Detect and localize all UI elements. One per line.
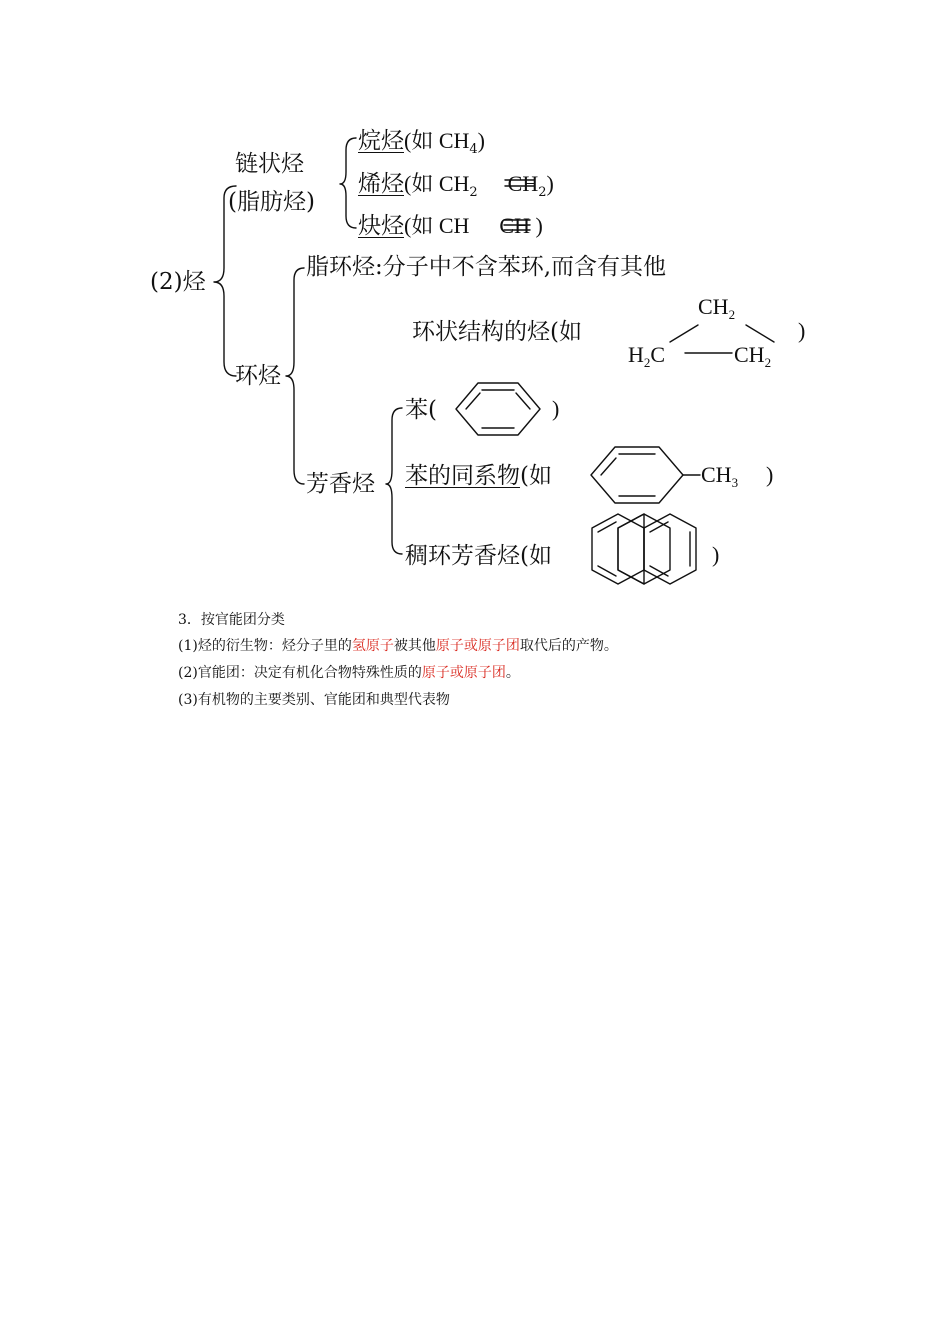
root-label: (2)烃 bbox=[150, 269, 206, 295]
alkene-close: ) bbox=[546, 171, 554, 196]
alkane-example: (如 CH bbox=[404, 128, 470, 153]
fused-row bbox=[405, 542, 552, 570]
cyclopropane-bond-right bbox=[746, 325, 774, 342]
alkene-row bbox=[358, 170, 554, 207]
alkyne-row bbox=[358, 212, 543, 240]
chain-brace bbox=[340, 138, 356, 228]
aromatic-brace bbox=[386, 408, 402, 554]
benzene-close: ) bbox=[552, 396, 560, 421]
fused-close: ) bbox=[712, 542, 720, 567]
homolog-row bbox=[405, 462, 552, 490]
alkane-name: 烷烃 bbox=[358, 128, 404, 154]
aromatic-label: 芳香烃 bbox=[306, 471, 375, 497]
chain-label-sub: (脂肪烃) bbox=[228, 189, 315, 215]
homolog-name: 苯的同系物 bbox=[405, 463, 520, 489]
benzene-structure bbox=[456, 383, 540, 435]
alkyne-name: 炔烃 bbox=[358, 213, 404, 239]
cyclopropane-top: $CH_2$ bbox=[698, 294, 736, 322]
toluene-structure bbox=[591, 447, 700, 503]
alicyclic-close: ) bbox=[798, 318, 806, 343]
section3-p3: (3)有机物的主要类别、官能团和典型代表物 bbox=[178, 692, 450, 708]
alkyne-example: (如 bbox=[404, 213, 439, 238]
homolog-prefix: (如 bbox=[520, 463, 552, 489]
naphthalene-structure bbox=[592, 514, 696, 584]
alkene-sub2: 2 bbox=[538, 185, 547, 200]
alkene-example: (如 CH bbox=[404, 171, 470, 196]
ring-brace bbox=[286, 268, 304, 484]
alicyclic-line2: 环状结构的烃(如 bbox=[412, 319, 582, 345]
alkyne-close: ) bbox=[529, 213, 543, 238]
benzene-label: 苯( bbox=[405, 397, 437, 423]
alicyclic-line1: 脂环烃:分子中不含苯环,而含有其他 bbox=[306, 254, 667, 280]
fused-prefix: (如 bbox=[520, 543, 552, 569]
methyl-group: $CH_3$ bbox=[701, 462, 739, 490]
alkane-close: ) bbox=[477, 128, 485, 153]
section3-heading: 3．按官能团分类 bbox=[178, 612, 285, 628]
homolog-close: ) bbox=[766, 462, 774, 487]
cyclopropane-right: $CH_2$ bbox=[734, 342, 772, 370]
section3-p1: (1)烃的衍生物：烃分子里的氢原子被其他原子或原子团取代后的产物。 bbox=[178, 638, 618, 654]
alkene-name: 烯烃 bbox=[358, 171, 404, 197]
ring-label: 环烃 bbox=[235, 363, 281, 389]
alkane-sub: 4 bbox=[469, 142, 478, 157]
alkane-row bbox=[358, 127, 485, 164]
alkyne-right: CH bbox=[499, 213, 530, 238]
fused-name: 稠环芳香烃 bbox=[405, 543, 520, 569]
alkene-mid: CH bbox=[507, 171, 539, 196]
section3-p2: (2)官能团：决定有机化合物特殊性质的原子或原子团。 bbox=[178, 665, 520, 681]
cyclopropane-bond-left bbox=[670, 325, 698, 342]
cyclopropane-left: $H_2C$ bbox=[628, 342, 666, 370]
alkyne-left: CH bbox=[438, 213, 470, 238]
chain-label: 链状烃 bbox=[235, 151, 304, 177]
alkene-sub1: 2 bbox=[469, 185, 478, 200]
